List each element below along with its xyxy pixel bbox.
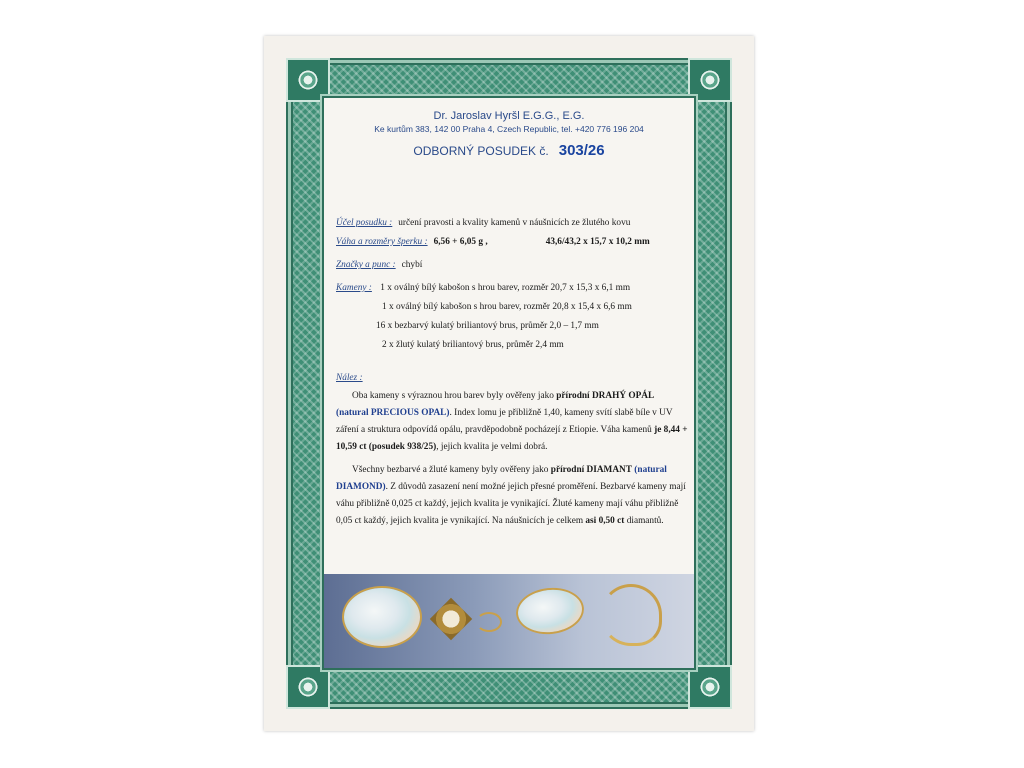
finding-row [336,369,688,388]
stone-line: 1 x oválný bílý kabošon s hrou barev, rozměr 20,8 x 15,4 x 6,6 mm [382,302,632,312]
certificate-header [324,98,694,159]
marks-label: Značky a punc : [336,260,396,270]
opal-cabochon-image [516,587,584,635]
stones-row [336,279,688,298]
diamond-weight: asi 0,50 ct [585,516,625,526]
corner-ornament [286,58,330,102]
earring-hook-image [476,612,502,632]
finding-opal-paragraph: Oba kameny s výraznou hrou barev byly ověřeny jako přírodní DRAHÝ OPÁL (natural PRECIOUS OPAL). Index lomu je přibližně 1,40, kameny svítí slabě bíle v UV záření a struktura odpovídá opálu, pravděpodobně pocházejí z Etiopie. Váha kamenů je 8,44 + 10,59 ct (posudek 938/25), jejich kvalita je velmi dobrá. [336,391,688,452]
earrings-photo [324,574,694,668]
diamond-english: (natural DIAMOND) [336,465,667,492]
finding-diamond-paragraph: Všechny bezbarvé a žluté kameny byly ověřeny jako přírodní DIAMANT (natural DIAMOND). Z důvodů zasazení není možné jejich přesné proměření. Bezbarvé kameny mají váhu přibližně 0,025 ct každý, jejich kvalita je vynikající. Žluté kameny mají váhu přibližně 0,05 ct každý, jejich kvalita je vynikající. Na náušnicích je celkem asi 0,50 ct diamantů. [336,465,686,526]
issuer-name: Dr. Jaroslav Hyršl E.G.G., E.G. [433,110,585,122]
weight-label: Váha a rozměry šperku : [336,237,428,247]
title-text: ODBORNÝ POSUDEK č. [413,144,549,158]
stone-line: 2 x žlutý kulatý briliantový brus, průměr 2,4 mm [382,340,564,350]
earring-hook-image [600,584,662,646]
stones-label: Kameny : [336,283,372,293]
corner-ornament [286,665,330,709]
opal-english: (natural PRECIOUS OPAL) [336,408,450,418]
weight-row [336,233,688,252]
opal-result: přírodní DRAHÝ OPÁL [556,391,655,401]
certificate-title [324,142,694,159]
certificate-content [324,98,694,668]
stone-line: 1 x oválný bílý kabošon s hrou barev, rozměr 20,7 x 15,3 x 6,1 mm [380,283,631,293]
diamond-result: přírodní DIAMANT [550,465,632,475]
weight-value: 6,56 + 6,05 g , [433,237,488,247]
corner-ornament [688,58,732,102]
opal-weight: je 8,44 + 10,59 ct (posudek 938/25) [336,425,688,452]
purpose-row [336,214,688,233]
marks-value: chybí [401,260,423,270]
certificate-sheet [264,36,754,731]
purpose-value: určení pravosti a kvality kamenů v náušnicích ze žlutého kovu [398,218,631,228]
opal-cabochon-image [344,588,420,646]
guilloche-border [286,58,732,709]
certificate-number: 303/26 [558,142,605,159]
certificate-body [336,214,688,530]
diamond-setting-image [430,598,472,640]
marks-row [336,256,688,275]
dimensions-value: 43,6/43,2 x 15,7 x 10,2 mm [545,237,650,247]
finding-label: Nález : [336,373,363,383]
purpose-label: Účel posudku : [336,218,393,228]
corner-ornament [688,665,732,709]
issuer-address: Ke kurtům 383, 142 00 Praha 4, Czech Republic, tel. +420 776 196 204 [374,124,644,134]
stone-line: 16 x bezbarvý kulatý briliantový brus, průměr 2,0 – 1,7 mm [376,321,599,331]
